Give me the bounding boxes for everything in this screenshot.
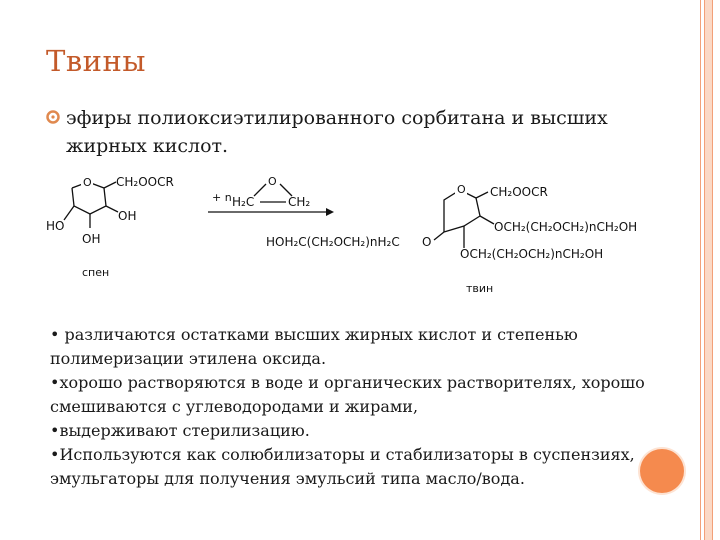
- reaction-scheme: [40, 168, 680, 303]
- side-chain-o: O: [422, 235, 432, 249]
- reagent: [208, 175, 334, 216]
- span-caption: спен: [82, 266, 110, 279]
- left-ch2oocr: CH₂OOCR: [116, 175, 174, 189]
- frame-line: [712, 0, 713, 540]
- reagent-h2c: H₂C: [232, 195, 255, 209]
- reagent-ch2: CH₂: [288, 195, 311, 209]
- point-4: •Используются как солюбилизаторы и стабилизаторы в суспензиях, эмульгаторы для получения эмульсий типа масло/вода.: [50, 445, 635, 488]
- point-1: • различаются остатками высших жирных кислот и степенью полимеризации этилена оксида.: [50, 325, 578, 368]
- point-2: •хорошо растворяются в воде и органических растворителях, хорошо смешиваются с углеводородами и жирами,: [50, 373, 645, 416]
- left-o: O: [83, 176, 92, 189]
- span-structure: [46, 175, 174, 279]
- right-o: O: [457, 183, 466, 196]
- properties-list: [50, 323, 660, 491]
- side-chain: HOH₂C(CH₂OCH₂)nH₂C: [266, 235, 400, 249]
- point-3: •выдерживают стерилизацию.: [50, 421, 310, 440]
- slide-title: Твины: [46, 44, 146, 78]
- bullet-text: эфиры полиоксиэтилированного сорбитана и высших жирных кислот.: [66, 107, 608, 157]
- reagent-prefix: + n: [212, 191, 232, 204]
- frame-line: [704, 0, 705, 540]
- left-ho: HO: [46, 219, 65, 233]
- right-chain-top: OCH₂(CH₂OCH₂)nCH₂OH: [494, 220, 638, 234]
- reagent-o: O: [268, 175, 277, 188]
- orange-circle-icon: [640, 449, 684, 493]
- tween-structure: [266, 182, 637, 295]
- frame-band: [704, 0, 712, 540]
- right-ch2oocr: CH₂OOCR: [490, 185, 548, 199]
- tween-caption: твин: [466, 282, 494, 295]
- frame-line: [700, 0, 701, 540]
- left-oh-right: OH: [118, 209, 137, 223]
- bullet-circle-icon: [46, 110, 60, 124]
- left-oh-bottom: OH: [82, 232, 101, 246]
- right-chain-bottom: OCH₂(CH₂OCH₂)nCH₂OH: [460, 247, 604, 261]
